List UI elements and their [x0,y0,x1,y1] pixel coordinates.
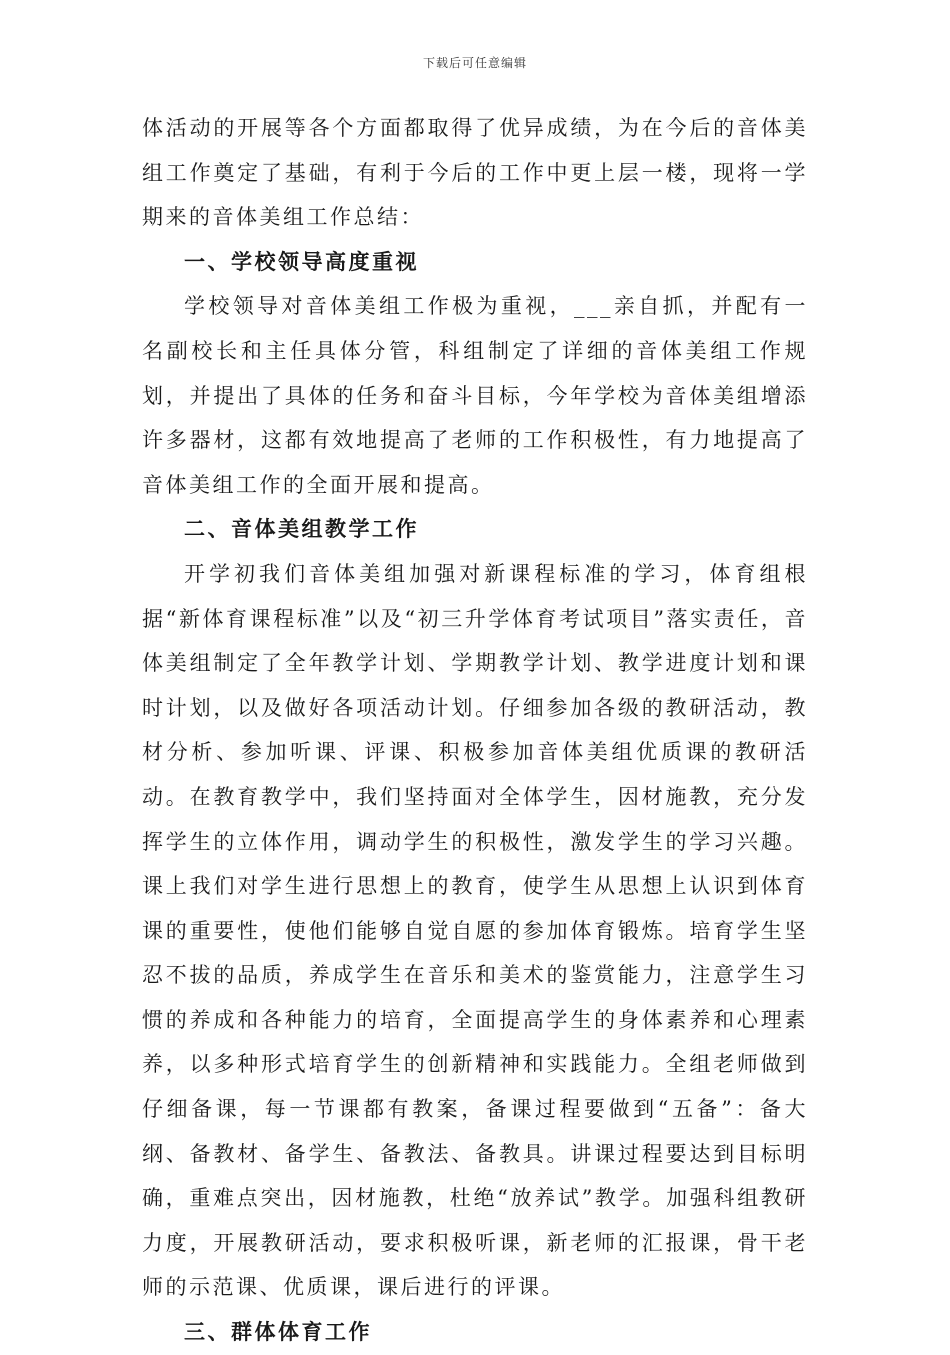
section-heading-1: 一、学校领导高度重视 [184,249,419,274]
section-heading-2: 二、音体美组教学工作 [184,517,419,542]
document-body [142,106,808,1355]
paragraph-leadership: 学校领导对音体美组工作极为重视，___亲自抓，并配有一名副校长和主任具体分管，科组制定了详细的音体美组工作规划，并提出了具体的任务和奋斗目标，今年学校为音体美组增添许多器材，这都有效地提高了老师的工作积极性，有力地提高了音体美组工作的全面开展和提高。 [142,294,808,497]
section-heading-3: 三、群体体育工作 [184,1320,372,1345]
paragraph-teaching-work: 开学初我们音体美组加强对新课程标准的学习，体育组根据“新体育课程标准”以及“初三升学体育考试项目”落实责任，音体美组制定了全年教学计划、学期教学计划、教学进度计划和课时计划，以及做好各项活动计划。仔细参加各级的教研活动，教材分析、参加听课、评课、积极参加音体美组优质课的教研活动。在教育教学中，我们坚持面对全体学生，因材施教，充分发挥学生的立体作用，调动学生的积极性，激发学生的学习兴趣。课上我们对学生进行思想上的教育，使学生从思想上认识到体育课的重要性，使他们能够自觉自愿的参加体育锻炼。培育学生坚忍不拔的品质，养成学生在音乐和美术的鉴赏能力，注意学生习惯的养成和各种能力的培育，全面提高学生的身体素养和心理素养，以多种形式培育学生的创新精神和实践能力。全组老师做到仔细备课，每一节课都有教案，备课过程要做到“五备”：备大纲、备教材、备学生、备教法、备教具。讲课过程要达到目标明确，重难点突出，因材施教，杜绝“放养试”教学。加强科组教研力度，开展教研活动，要求积极听课，新老师的汇报课，骨干老师的示范课、优质课，课后进行的评课。 [142,561,808,1300]
page-header-note: 下载后可任意编辑 [422,56,527,70]
paragraph-intro-continuation: 体活动的开展等各个方面都取得了优异成绩，为在今后的音体美组工作奠定了基础，有利于今后的工作中更上层一楼，现将一学期来的音体美组工作总结： [142,116,808,230]
